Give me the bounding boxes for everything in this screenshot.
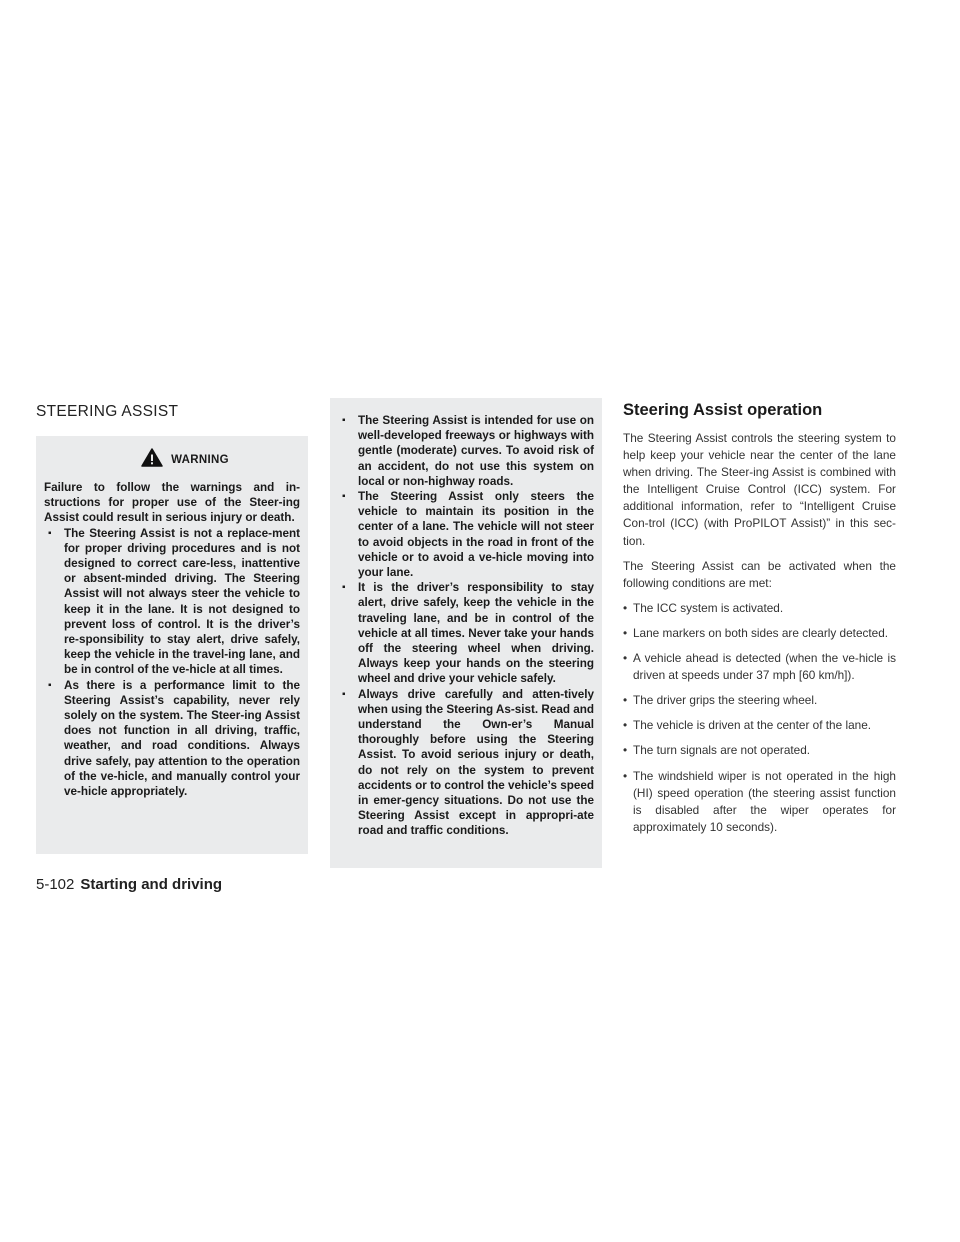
operation-section [623,401,896,844]
page-number: 5-102 [36,876,75,893]
warning-bullet: ▪ As there is a performance limit to the Steering Assist’s capability, never rely solely on the system. The Steer-ing Assist does not function in all driving, traffic, weather, and road conditions. Always drive safely, pay attention to the operation of the ve-hicle, and manually control your ve-hicle appropriately. [44,678,300,800]
operation-paragraph: The Steering Assist controls the steering system to help keep your vehicle near the center of the lane when driving. The Steer-ing Assist is combined with the Intelligent Cruise Control (ICC) system. For additional information, refer to “Intelligent Cruise Con-trol (ICC) (with ProPILOT Assist)” in this sec-tion. [623,431,896,548]
warning-bullet: ▪ It is the driver’s responsibility to stay alert, drive safely, keep the vehicle in the traveling lane, and be in control of the vehicle at all times. Never take your hands off the steering wheel when driving. Always keep your hands on the steering wheel and drive your vehicle safely. [338,580,594,686]
conditions-list [623,600,896,836]
operation-paragraph: The Steering Assist can be activated when the following conditions are met: [623,558,896,590]
warning-box-left [36,436,308,854]
condition-item: • A vehicle ahead is detected (when the ve-hicle is driven at speeds under 37 mph [60 km/h]). [623,650,896,684]
warning-header [70,448,300,472]
page-footer [36,876,222,893]
warning-label: WARNING [171,454,229,466]
warning-bullet: ▪ Always drive carefully and atten-tively when using the Steering As-sist. Read and understand the Own-er’s Manual thoroughly before using the Steering Assist. To avoid serious injury or death, do not rely on the system to prevent accidents or to control the vehicle’s speed in emer-gency situations. Do not use the Steering Assist except in appropri-ate road and traffic conditions. [338,687,594,839]
warning-list-right [338,413,594,839]
warning-list-left [44,526,300,800]
section-title: STEERING ASSIST [36,403,179,420]
footer-section-name: Starting and driving [80,876,223,893]
condition-item: • The driver grips the steering wheel. [623,692,896,709]
condition-item: • The ICC system is activated. [623,600,896,617]
condition-item: • The windshield wiper is not operated in the high (HI) speed operation (the steering assist function is disabled after the wiper operates for approximately 10 seconds). [623,768,896,836]
warning-triangle-icon [141,448,163,472]
warning-box-right [330,398,602,868]
condition-item: • The turn signals are not operated. [623,742,896,759]
condition-item: • Lane markers on both sides are clearly detected. [623,625,896,642]
warning-bullet: ▪ The Steering Assist only steers the vehicle to maintain its position in the center of a lane. The vehicle will not steer to avoid objects in the road in front of the vehicle or to avoid a ve-hicle moving into your lane. [338,489,594,580]
warning-intro: Failure to follow the warnings and in-structions for proper use of the Steer-ing Assist could result in serious injury or death. [44,481,300,525]
warning-bullet: ▪ The Steering Assist is intended for use on well-developed freeways or highways with gentle (moderate) curves. To avoid risk of an accident, do not use this system on local or non-highway roads. [338,413,594,489]
operation-title: Steering Assist operation [623,401,823,419]
condition-item: • The vehicle is driven at the center of the lane. [623,717,896,734]
warning-bullet: ▪ The Steering Assist is not a replace-ment for proper driving procedures and is not designed to correct care-less, inattentive or absent-minded driving. The Steering Assist will not always steer the vehicle to keep it in the lane. It is not designed to prevent loss of control. It is the driver’s re-sponsibility to stay alert, drive safely, keep the vehicle in the travel-ing lane, and be in control of the ve-hicle at all times. [44,526,300,678]
